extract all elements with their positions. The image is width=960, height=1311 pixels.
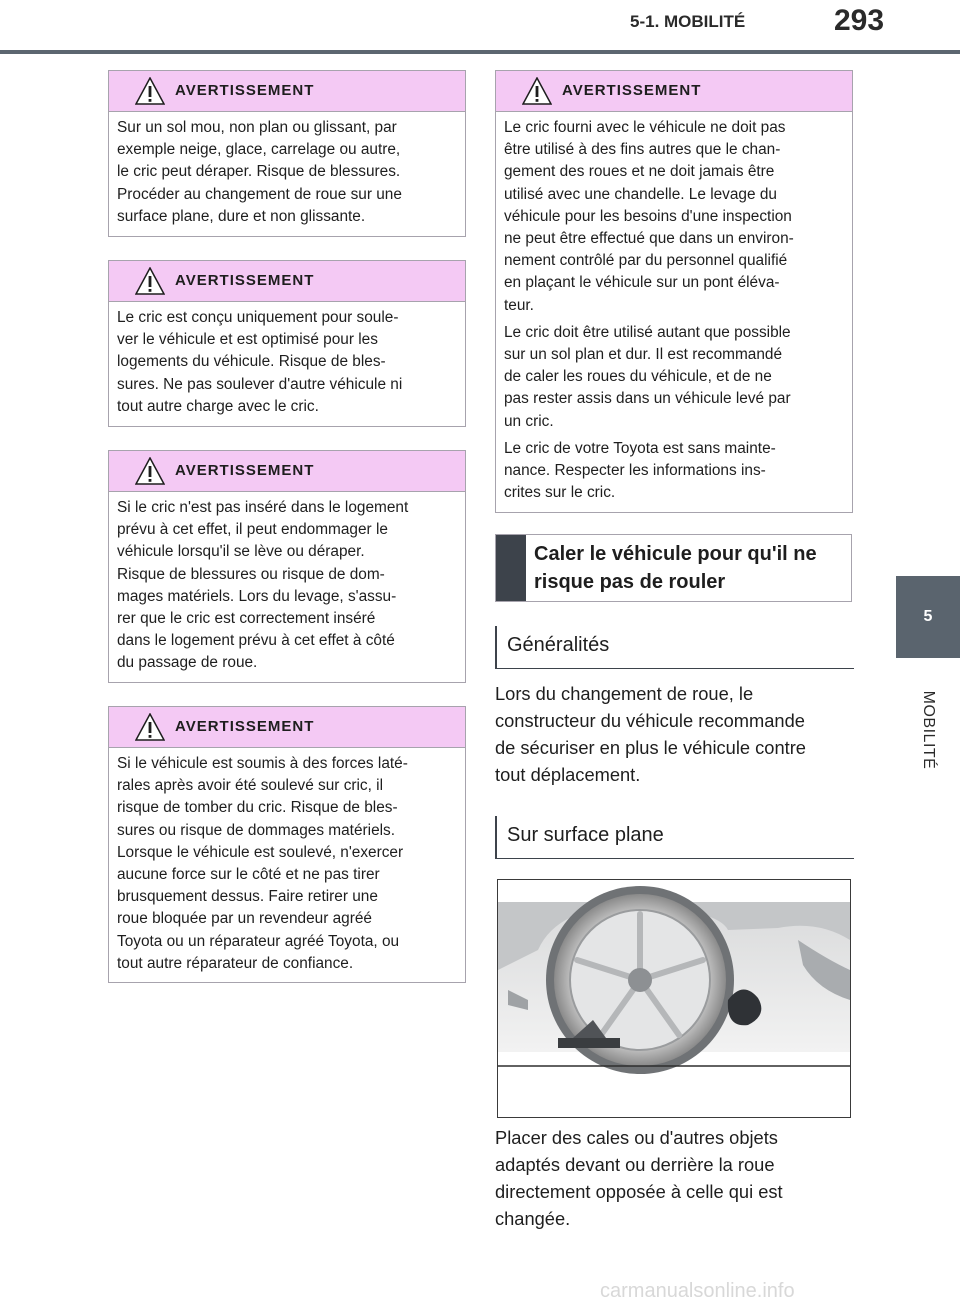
warning-line: véhicule pour les besoins d'une inspection [504, 207, 792, 225]
warning-line: brusquement dessus. Faire retirer une [117, 888, 378, 906]
warning-text [109, 748, 465, 983]
warning-paragraph [504, 117, 844, 317]
warning-line: Lorsque le véhicule est soulevé, n'exercer [117, 843, 404, 861]
warning-triangle-icon [135, 457, 165, 485]
watermark: carmanualsonline.info [600, 1280, 795, 1302]
wheel-chock-illustration [497, 879, 851, 1118]
warning-line: surface plane, dure et non glissante. [117, 207, 366, 225]
subheading-general [495, 626, 854, 669]
paragraph-flat-surface [495, 1124, 845, 1232]
warning-triangle-icon [135, 77, 165, 105]
warning-paragraph [504, 322, 844, 433]
warning-line: ver le véhicule et est optimisé pour les [117, 331, 378, 349]
warning-text [109, 492, 465, 683]
paragraph-line: de sécuriser en plus le véhicule contre [495, 737, 806, 758]
subheading-text: Sur surface plane [507, 824, 664, 846]
subheading-text: Généralités [507, 634, 610, 656]
header-rule [0, 50, 960, 54]
warning-line: sur un sol plan et dur. Il est recommandé [504, 346, 783, 364]
paragraph-line: Placer des cales ou d'autres objets [495, 1127, 778, 1148]
paragraph-general [495, 680, 845, 788]
warning-box [495, 70, 853, 513]
warning-line: roue bloquée par un revendeur agréé [117, 910, 372, 928]
warning-line: le cric peut déraper. Risque de blessures. [117, 163, 401, 181]
warning-line: un cric. [504, 412, 554, 430]
warning-header [109, 261, 465, 302]
warning-header [109, 71, 465, 112]
warning-header [109, 451, 465, 492]
warning-line: être utilisé à des fins autres que le chan- [504, 141, 781, 159]
warning-text [109, 302, 465, 426]
warning-line: nement contrôlé par du personnel qualifié [504, 252, 788, 270]
warning-line: Si le véhicule est soumis à des forces laté- [117, 755, 408, 772]
paragraph-line: adaptés devant ou derrière la roue [495, 1154, 775, 1175]
warning-line: en plaçant le véhicule sur un pont éléva- [504, 274, 780, 292]
warning-line: pas rester assis dans un véhicule levé par [504, 390, 791, 408]
warning-line: dans le logement prévu à cet effet à côté [117, 632, 395, 650]
warning-title: AVERTISSEMENT [175, 718, 315, 735]
section-heading-title [526, 535, 825, 601]
warning-line: rales après avoir été soulevé sur cric, il [117, 777, 384, 795]
subheading-flat-surface [495, 816, 854, 859]
chapter-tab [896, 576, 960, 658]
warning-line: gement des roues et ne doit jamais être [504, 163, 775, 181]
section-heading-line: Caler le véhicule pour qu'il ne [534, 543, 817, 565]
warning-paragraph [504, 438, 844, 505]
warning-line: Sur un sol mou, non plan ou glissant, par [117, 119, 397, 136]
warning-line: mages matériels. Lors du levage, s'assu- [117, 587, 397, 605]
section-heading-bar [496, 535, 526, 601]
warning-box [108, 260, 466, 427]
warning-header [496, 71, 852, 112]
paragraph-line: constructeur du véhicule recommande [495, 710, 805, 731]
warning-line: aucune force sur le côté et ne pas tirer [117, 866, 380, 884]
warning-line: logements du véhicule. Risque de bles- [117, 353, 386, 371]
section-heading-line: risque pas de rouler [534, 571, 726, 593]
warning-line: Le cric de votre Toyota est sans mainte- [504, 439, 776, 457]
paragraph-line: Lors du changement de roue, le [495, 683, 754, 704]
warning-line: de caler les roues du véhicule, et de ne [504, 368, 772, 386]
warning-triangle-icon [135, 267, 165, 295]
warning-triangle-icon [135, 713, 165, 741]
warning-line: risque de tomber du cric. Risque de bles- [117, 799, 398, 817]
warning-line: Le cric doit être utilisé autant que possible [504, 323, 791, 341]
warning-line: utilisé avec une chandelle. Le levage du [504, 185, 777, 203]
chapter-number: 5 [923, 608, 933, 625]
warning-line: Si le cric n'est pas inséré dans le logement [117, 499, 409, 516]
warning-line: teur. [504, 296, 534, 314]
warning-line: véhicule lorsqu'il se lève ou déraper. [117, 543, 365, 561]
warning-box [108, 450, 466, 683]
warning-line: Le cric fourni avec le véhicule ne doit pas [504, 119, 786, 136]
warning-line: tout autre charge avec le cric. [117, 397, 319, 415]
warning-line: exemple neige, glace, carrelage ou autre, [117, 141, 401, 159]
paragraph-line: tout déplacement. [495, 764, 641, 785]
warning-line: nance. Respecter les informations ins- [504, 462, 766, 480]
warning-line: Procéder au changement de roue sur une [117, 185, 402, 203]
warning-line: sures ou risque de dommages matériels. [117, 821, 396, 839]
warning-line: crites sur le cric. [504, 484, 616, 502]
car-wheel-jack-drawing [498, 880, 850, 1117]
warning-line: Toyota ou un réparateur agréé Toyota, ou [117, 932, 400, 950]
paragraph-line: changée. [495, 1208, 571, 1229]
section-header: 5-1. MOBILITÉ [630, 12, 746, 31]
warning-text [109, 112, 465, 236]
warning-line: tout autre réparateur de confiance. [117, 954, 354, 972]
warning-title: AVERTISSEMENT [562, 82, 702, 99]
warning-title: AVERTISSEMENT [175, 272, 315, 289]
warning-line: du passage de roue. [117, 654, 258, 672]
warning-text [496, 112, 852, 517]
warning-line: rer que le cric est correctement inséré [117, 610, 376, 628]
warning-box [108, 706, 466, 983]
warning-line: Le cric est conçu uniquement pour soule- [117, 309, 399, 326]
chapter-label: MOBILITÉ [920, 690, 937, 770]
warning-title: AVERTISSEMENT [175, 82, 315, 99]
warning-line: Risque de blessures ou risque de dom- [117, 565, 385, 583]
warning-box [108, 70, 466, 237]
warning-title: AVERTISSEMENT [175, 462, 315, 479]
warning-triangle-icon [522, 77, 552, 105]
warning-line: sures. Ne pas soulever d'autre véhicule ni [117, 375, 403, 393]
warning-line: prévu à cet effet, il peut endommager le [117, 521, 388, 539]
warning-line: ne peut être effectué que dans un environ- [504, 230, 794, 248]
paragraph-line: directement opposée à celle qui est [495, 1181, 783, 1202]
section-heading [495, 534, 852, 602]
warning-header [109, 707, 465, 748]
page-number: 293 [834, 4, 885, 37]
